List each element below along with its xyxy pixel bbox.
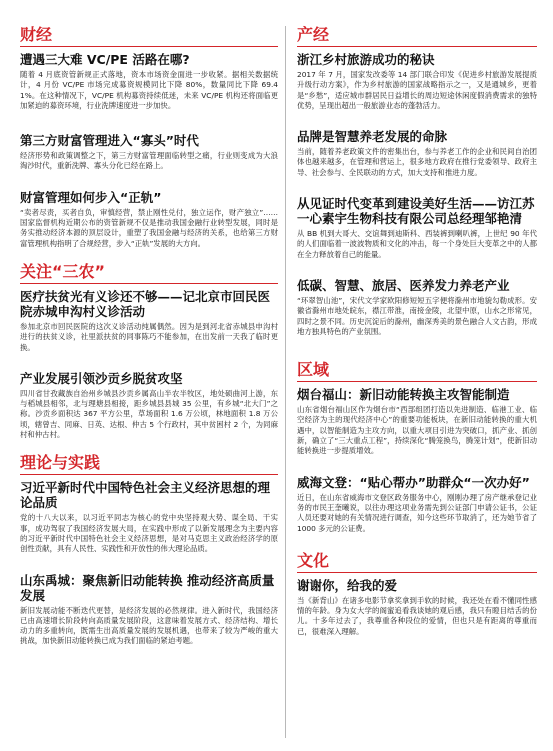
article-summary: 2017 年 7 月，国家发改委等 14 部门联合印发《促进乡村旅游发展提质升级行动方案》，作为乡村旅游的国家战略指示之一，又是通城乡，更着是“乡愁”，适应城市群居民日益增长的周边短途休闲度假消费需求的独特优势，呈现出超出一般旅游业态的蓬勃活力。 [297,70,537,110]
article-title[interactable]: 威海文登：“贴心帮办”助群众“一次办好” [297,474,530,490]
article[interactable] [297,52,537,111]
section-finance [20,26,278,249]
article-title[interactable]: 财富管理如何步入“正轨” [20,189,162,205]
article-summary: 当前，随着养老政策文件的密集出台，参与养老工作的企业和民间自治团体也越来越多，在管理和营运上，很多地方政府在推行党委领导、政府主导、社会参与、全民联动的方式，加大支持和推进力度。 [297,147,537,177]
section-theory-practice [20,454,278,646]
article-summary: 当《新背山》在诸多电影节拿奖拿到手软的时候，我还处在看不懂同性感情的年龄。身为女大学的阁蜜追看我谈她的观后感，我只有瞪目结舌的份儿。十多年过去了，我尊重各种段位的爱情，但也只是有距离的尊重而已，很难深入理解。 [297,595,537,636]
column-divider [285,26,286,738]
article-title[interactable]: 低碳、智慧、旅居、医养发力养老产业 [297,277,510,293]
right-column [297,26,537,645]
section-heading: 财经 [20,26,278,47]
article[interactable] [20,480,278,554]
article-title[interactable]: 谢谢你，给我的爱 [297,577,398,593]
article-summary: 近日，在山东省威海市文登区政务服务中心，刚刚办理了房产继承登记业务的市民王奎曦说，以往办理这项业务需先到公证部门申请公证书，公证人员还要对她的有关情况进行调查，知今这些环节取消了，还为她节省了 1000 多元的公证费。 [297,492,537,533]
article-title[interactable]: 习近平新时代中国特色社会主义经济思想的理论品质 [20,480,271,511]
article-summary: 四川省甘孜藏族自治州乡城县沙贡乡属高山半农半牧区，地处硕曲河上游，东与稻城县相邻，北与理塘县相接，距乡城县县城 35 公里，有乡城“北大门”之称。沙贡乡面积达 367 平方公里，草场面积 1.6 万公顷，林地面积 1.8 万公顷，辖曾吉、同麻、日英、达根、仲古 5 个行政村，其中贫困村 2 个，为同麻村和仲古村。 [20,388,278,440]
section-agriculture [20,263,278,440]
article-title[interactable]: 产业发展引领沙贡乡脱贫攻坚 [20,370,183,386]
article[interactable] [20,371,278,440]
article-title[interactable]: 遭遇三大难 VC/PE 活路在哪? [20,52,190,67]
section-industry [297,26,537,337]
article[interactable] [297,196,537,260]
article-title[interactable]: 第三方财富管理进入“寡头”时代 [20,133,199,149]
section-heading: 理论与实践 [20,454,278,475]
article-title[interactable]: 烟台福山：新旧动能转换主攻智能制造 [297,387,510,403]
article[interactable] [297,475,537,534]
article-summary: 随着 4 月底资管新规正式落地，资本市场资金面进一步收紧。据相关数据统计，4 月份 VC/PE 市场完成募资规模同比下降 80%，数量同比下降 69.41%。在这种情况下，VC/PE 机构募资持续低迷，未来 VC/PE 机构还将面临更加紧迫的募资环境，行业洗牌速度进一步加快。 [20,70,278,110]
left-column [20,26,278,655]
section-region [297,361,537,534]
article-title[interactable]: 医疗扶贫光有义诊还不够——记北京市回民医院赤城申沟村义诊活动 [20,288,271,319]
section-heading: 产经 [297,26,537,47]
article[interactable] [297,387,537,456]
article[interactable] [20,133,278,172]
article-summary: 新旧发展动能不断迭代更替，是经济发展的必然规律。进入新时代，我国经济已由高速增长阶段转向高质量发展阶段，这意味着发展方式、经济结构、增长动力的多重转向，既需生出高质量发展的发展机遇，也带来了较为严峻的重大挑战，加快新旧动能转换已成为我们面临的紧迫考题。 [20,605,278,646]
article-summary: 党的十八大以来，以习近平同志为核心的党中央坚持观大势、谋全局、干实事，成功驾驭了我国经济发展大局，在实践中形成了以新发展理念为主要内容的习近平新时代中国特色社会主义经济思想，是对马克思主义政治经济学的原创性贡献，具有人民性、实践性和开放性的伟大理论品质。 [20,513,278,554]
article-title[interactable]: 山东禹城：聚焦新旧动能转换 推动经济高质量发展 [20,572,275,603]
article-summary: 从 BB 机到大哥大、交谊舞到迪斯科、西装裤到喇叭裤，上世纪 90 年代的人们面临着一波波物质和文化的冲击，每一个身处巨大变革之中的人都在全力释放着自己的能量。 [297,229,537,259]
article[interactable] [20,573,278,647]
article-summary: “卖者尽责，买者自负，审慎经营，禁止刚性兑付，独立运作，财产独立”……国家监督机构近期公布的资管新规不仅是推动我国金融行业转型发展，同时是务实推动经济本源的顶层设计，重塑了我国金融与经济的关系，也给第三方财富管理机构指明了合规经营，步入“正轨”发展的大方向。 [20,207,278,248]
section-heading: 文化 [297,552,537,573]
article-summary: 山东省烟台福山区作为烟台市“西部组团打造以先进制造、临港工业、临空经济为主的现代经济中心”的重要功能板块，在新旧动能转换的重大机遇中，以智能制造为主攻方向，以重大项目引进为突破口，抓产业、抓创新，确立了“三大重点工程”，持续深化“腾笼换鸟，腾笼计划”，使新旧动能转换进一步提质增效。 [297,405,537,456]
article-summary: 经济形势和政策调整之下，第三方财富管理面临转型之痛，行业则变成为大浪淘沙时代，重新洗牌、寡头分化已经在路上。 [20,151,278,171]
article-title[interactable]: 品牌是智慧养老发展的命脉 [297,129,448,145]
section-culture [297,552,537,637]
article-title[interactable]: 浙江乡村旅游成功的秘诀 [297,52,435,67]
article[interactable] [20,190,278,249]
article-title[interactable]: 从见证时代变革到建设美好生活——访江苏一心素宇生物科技有限公司总经理邹艳清 [297,196,535,227]
article[interactable] [297,578,537,637]
section-heading: 区域 [297,361,537,382]
article-summary: “环翠智山池”，宋代文学家欧阳修短短五字便将滁州市地貌勾勒成形。安徽省滁州市地处皖东，襟江带淮，南接金陵，北望中原，山水之形常见，四时之景不同。历史沉淀后的滁州，幽深秀美的景色融合人文古韵，形成地方独具特色的产业氛围。 [297,295,537,336]
article[interactable] [20,289,278,353]
article[interactable] [297,129,537,178]
article[interactable] [20,52,278,111]
article-summary: 参加北京市回民医院的这次义诊活动纯属偶然。因为是到河北省赤城县申沟村进行的扶贫义诊，社里派扶贫的同事陈巧不能参加，在出发前一天我了临时更换。 [20,321,278,352]
article[interactable] [297,278,537,337]
section-heading: 关注“三农” [20,263,278,284]
